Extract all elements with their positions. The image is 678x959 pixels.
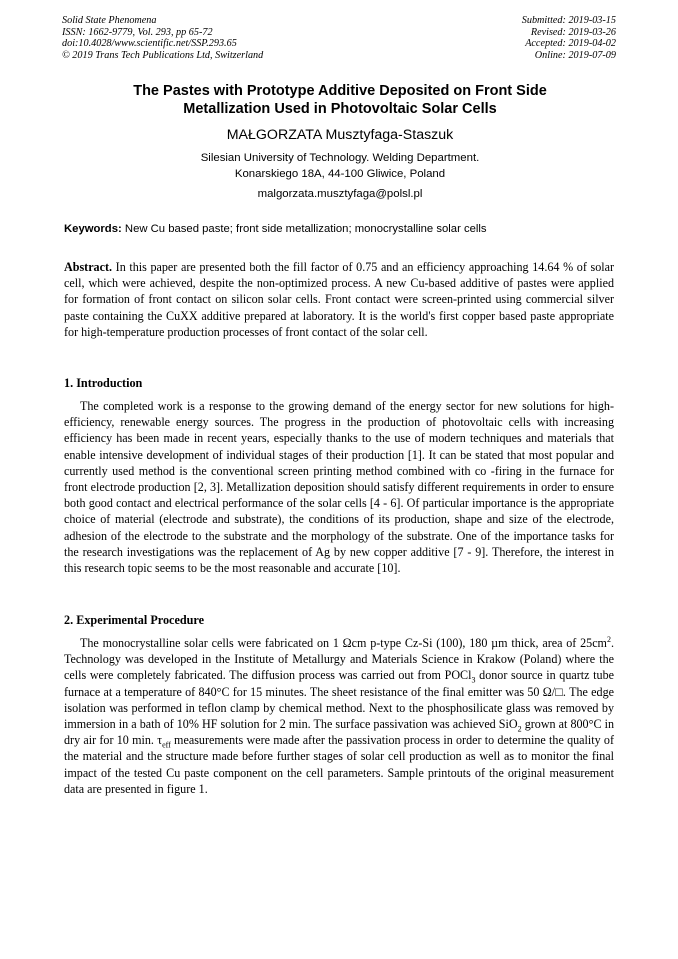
- section-2-paragraph: [64, 635, 614, 797]
- online-date: Online: 2019-07-09: [534, 49, 616, 61]
- title-line-1: The Pastes with Prototype Additive Deposited on Front Side: [133, 83, 547, 99]
- author-name: MAŁGORZATA Musztyfaga-Staszuk: [226, 127, 454, 143]
- issn-line: ISSN: 1662-9779, Vol. 293, pp 65-72: [62, 26, 213, 38]
- section-1-paragraph: The completed work is a response to the growing demand of the energy sector for new solutions for high-efficiency, renewable energy sources. The progress in the production of photovoltaic cells with increasing efficiency has been made in recent years, especially thanks to the use of modern techniques and materials that enable intensive development of individual stages of their production [1]. It can be stated that most popular and currently used method is the conventional screen printing method combined with co -firing in the furnace for front electrode production [2, 3]. Metallization deposition should satisfy different requirements in order to ensure both good contact and electrical performance of the solar cells [4 - 6]. Of particular importance is the appropriate choice of material (electrode and substrate), the conditions of its production, shape and size of the electrode, adhesion of the electrode to the substrate and the morphology of the substrate. One of the importance tasks for the research investigations was the replacement of Ag by new copper additive [7 - 9]. Therefore, the interest in this research topic seems to be the most reasonable and accurate [10].: [64, 399, 614, 576]
- abstract-label: Abstract.: [64, 260, 113, 274]
- abstract: [64, 259, 614, 340]
- section-2-text-5: measurements were made after the passivation process in order to determine the quality of the material and the structure made before further stages of solar cell production as well as to monitor the final impact of the tested Cu paste component on the cell parameters. Sample printouts of the original measurement data are presented in figure 1.: [64, 733, 614, 796]
- pocl3-subscript: 3: [471, 675, 476, 685]
- section-1-heading: 1. Introduction: [64, 376, 143, 390]
- affiliation: [60, 150, 620, 182]
- affiliation-line-1: Silesian University of Technology. Welding Department.: [200, 152, 480, 164]
- keywords-label: Keywords:: [64, 223, 122, 235]
- title-line-2: Metallization Used in Photovoltaic Solar Cells: [183, 101, 497, 117]
- section-2-text-4: grown at 800°C in dry air for 10 min. τ: [64, 717, 614, 748]
- section-2-text-1: The monocrystalline solar cells were fabricated on 1 Ωcm p-type Cz-Si (100), 180 µm thick, area of 25cm: [80, 636, 607, 650]
- publication-dates: [522, 15, 616, 61]
- section-1-body: [64, 398, 614, 576]
- section-2-text-3: donor source in quartz tube furnace at a temperature of 840°C for 15 minutes. The sheet resistance of the final emitter was 50 Ω/□. The edge isolation was performed in teflon clamp by chemical method. Next to the phosphosilicate glass was removed by immersion in a bath of 10% HF solution for 2 min. The surface passivation was achieved SiO: [64, 668, 614, 732]
- sio2-subscript: 2: [517, 724, 522, 734]
- area-unit-superscript: 2: [606, 634, 611, 644]
- journal-info: [62, 15, 263, 61]
- journal-name: Solid State Phenomena: [62, 15, 157, 26]
- keywords-text: New Cu based paste; front side metallization; monocrystalline solar cells: [121, 223, 487, 235]
- section-2-heading: 2. Experimental Procedure: [64, 613, 205, 627]
- abstract-text: In this paper are presented both the fill factor of 0.75 and an efficiency approaching 14.64 % of solar cell, which were achieved, despite the non-optimized process. A new Cu-based additive of pastes were applied for formation of front contact on silicon solar cells. Front contact were screen-printed using commercial silver paste containing the CuXX additive prepared at laboratory. It is the world's first copper based paste appropriate for high-temperature production processes of front contact of the solar cell.: [64, 260, 614, 339]
- keywords: [64, 222, 624, 236]
- section-2-text-2: . Technology was developed in the Institute of Metallurgy and Materials Science in Krakow (Poland) where the cells were completely fabricated. The diffusion process was carried out from POCl: [64, 636, 614, 683]
- doi-line: doi:10.4028/www.scientific.net/SSP.293.65: [62, 38, 237, 50]
- tau-eff-subscript: eff: [162, 740, 171, 750]
- affiliation-line-2: Konarskiego 18A, 44-100 Gliwice, Poland: [234, 168, 446, 180]
- revised-date: Revised: 2019-03-26: [530, 26, 616, 38]
- accepted-date: Accepted: 2019-04-02: [525, 38, 616, 50]
- paper-title: [60, 82, 620, 118]
- author-email: malgorzata.musztyfaga@polsl.pl: [257, 188, 423, 200]
- section-2-body: [64, 635, 614, 797]
- copyright-line: © 2019 Trans Tech Publications Ltd, Switzerland: [62, 49, 264, 61]
- submitted-date: Submitted: 2019-03-15: [521, 15, 616, 26]
